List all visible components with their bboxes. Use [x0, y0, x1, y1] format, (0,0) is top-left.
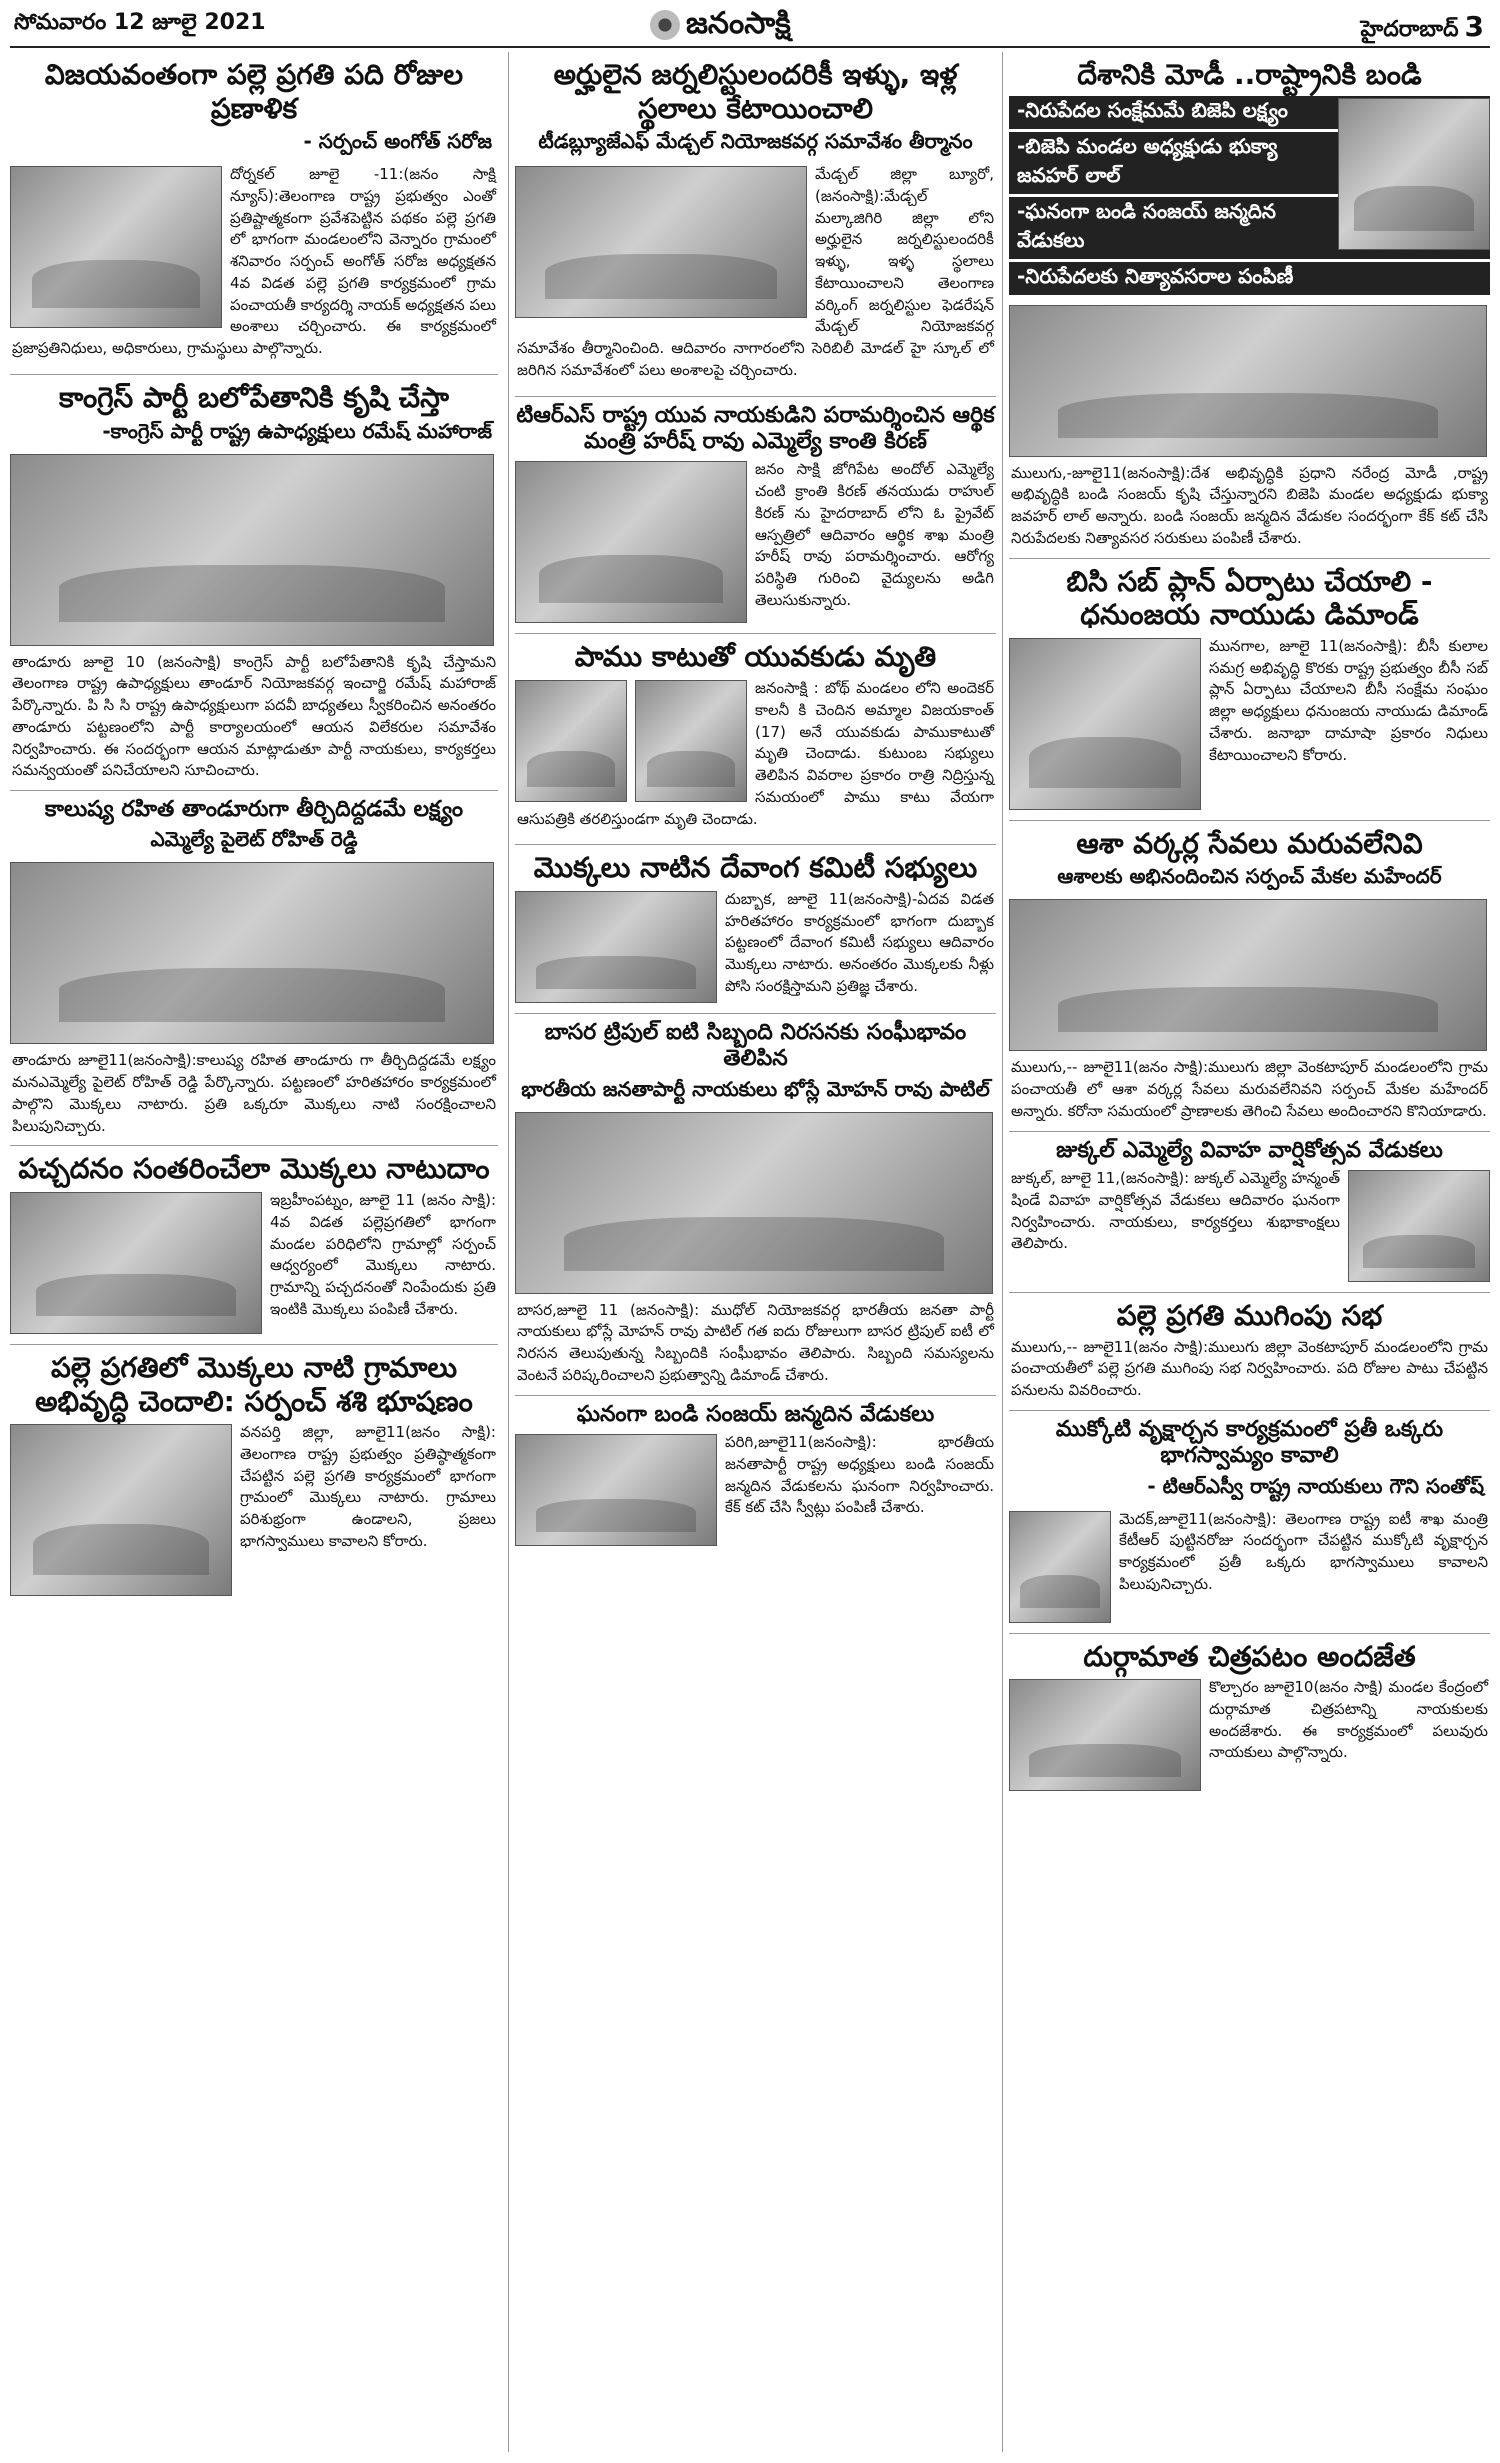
article-17-text: మెదక్,జూలై11(జనంసాక్షి): తెలంగాణ రాష్ట్ర ఐటీ శాఖ మంత్రి కేటీఆర్ పుట్టినరోజు సందర్భంగా చేపట్టిన ముక్కోటి వృక్షార్చన కార్యక్రమంలో ప్రతీ ఒక్కరు భాగస్వాములు కావాలని పిలుపునిచ్చారు. [1119, 1509, 1488, 1593]
article-10-subhead: భారతీయ జనతాపార్టీ నాయకులు భోస్లే మోహన్ రావు పాటిల్ [521, 1076, 990, 1101]
column-middle [508, 52, 996, 2452]
article-15-photo [1348, 1170, 1490, 1282]
issue-date: సోమవారం 12 జూలై 2021 [14, 10, 266, 35]
article-16-text: ములుగు,-- జూలై11(జనం సాక్షి):ములుగు జిల్లా వెంకటాపూర్ మండలంలోని గ్రామ పంచాయతీలో పల్లె ప్రగతి ముగింపు సభ నిర్వహించారు. పది రోజుల పాటు చేపట్టిన పనులను వివరించారు. [1011, 1337, 1488, 1400]
article-16-headline: పల్లె ప్రగతి ముగింపు సభ [1116, 1299, 1383, 1333]
article-15-text: జుక్కల్, జూలై 11,(జనంసాక్షి): జుక్కల్ ఎమ్మెల్యే హన్మంత్ షిండే వివాహ వార్షికోత్సవ వేడుకలు ఆదివారం ఘనంగా నిర్వహించారు. నాయకులు, కార్యకర్తలు శుభాకాంక్షలు తెలిపారు. [1011, 1169, 1340, 1253]
article-14-subhead: ఆశాలకు అభినందించిన సర్పంచ్ మేకల మహేందర్ [1057, 864, 1442, 889]
paper-name: జనంసాక్షి [686, 6, 791, 41]
article-6-headline: అర్హులైన జర్నలిస్టులందరికీ ఇళ్ళు, ఇళ్ల స్థలాలు కేటాయించాలి [553, 58, 958, 125]
article-12-text: ములుగు,-జూలై11(జనంసాక్షి):దేశ అభివృద్ధికి ప్రధాని నరేంద్ర మోడీ ,రాష్ట్ర అభివృద్ధికి బండి సంజయ్ కృషి చేస్తున్నారని బిజెపి మండల అధ్యక్షుడు భుక్యా జవహర్ లాల్ అన్నారు. బండి సంజయ్ జన్మదిన వేడుకల సందర్భంగా కేక్ కట్ చేసి నిరుపేదలకు నిత్యావసర సరుకులు పంపిణీ చేశారు. [1011, 463, 1488, 547]
article-12-photo-2 [1009, 305, 1487, 457]
article-11-headline: ఘనంగా బండి సంజయ్ జన్మదిన వేడుకలు [576, 1401, 935, 1427]
article-8-photo-2 [635, 680, 747, 802]
article-12-point: -ఘనంగా బండి సంజయ్ జన్మదిన వేడుకలు [1009, 197, 1490, 259]
article-13-photo [1009, 638, 1201, 810]
article-2-headline: కాంగ్రెస్ పార్టీ బలోపేతానికి కృషి చేస్తా [59, 380, 449, 414]
article-2-text: తాండూరు జూలై 10 (జనంసాక్షి) కాంగ్రెస్ పార్టీ బలోపేతానికి కృషి చేస్తామని తెలంగాణ రాష్ట్ర ఉపాధ్యక్షులు తాండూర్ నియోజకవర్గ ఇంచార్జి రమేష్ మహారాజ్ పేర్కొన్నారు. పి సి సి రాష్ట్ర ఉపాధ్యక్షులుగా పదవీ బాధ్యతలు స్వీకరించిన అనంతరం తాండూరు పట్టణంలోని పార్టీ కార్యాలయంలో ఆయన విలేకరుల సమావేశం నిర్వహించారు. ఈ సందర్భంగా ఆయన మాట్లాడుతూ పార్టీ నాయకులు, కార్యకర్తలు సమన్వయంతో పనిచేయాలని సూచించారు. [12, 652, 496, 780]
masthead [10, 6, 1490, 48]
article-12-point: -బిజెపి మండల అధ్యక్షుడు భుక్యా జవహర్ లాల్ [1009, 132, 1490, 194]
article-6-photo [515, 166, 807, 318]
article-6-subhead: టీడబ్ల్యూజేఎఫ్ మేడ్చల్ నియోజకవర్గ సమావేశం తీర్మానం [538, 129, 973, 154]
article-17-photo [1009, 1511, 1111, 1623]
article-1-photo [10, 166, 222, 328]
column-right [1002, 52, 1490, 2452]
article-12-point: -నిరుపేదల సంక్షేమమే బిజెపి లక్ష్యం [1009, 96, 1490, 129]
article-14-text: ములుగు,-- జూలై11(జనం సాక్షి):ములుగు జిల్లా వెంకటాపూర్ మండలంలోని గ్రామ పంచాయతీ లో ఆశా వర్కర్ల సేవలు మరువలేనివని సర్పంచ్ మేకల మహేందర్ అన్నారు. కరోనా సమయంలో ప్రాణాలకు తెగించి సేవలు అందించారని కొనియాడారు. [1011, 1058, 1488, 1120]
article-9-photo [515, 891, 717, 1003]
article-3-subhead: ఎమ్మెల్యే పైలెట్ రోహిత్ రెడ్డి [150, 827, 358, 852]
article-9-text: దుబ్బాక, జూలై 11(జనంసాక్షి)-ఏదవ విడత హరితహారం కార్యక్రమంలో భాగంగా దుబ్బాక పట్టణంలో దేవాంగ కమిటీ సభ్యులు ఆదివారం మొక్కలు నాటారు. అనంతరం మొక్కలకు నీళ్లు పోసి సంరక్షిస్తామని ప్రతిజ్ఞ చేశారు. [725, 889, 994, 995]
article-7-photo [515, 461, 747, 623]
article-10-photo [515, 1112, 993, 1294]
article-9-headline: మొక్కలు నాటిన దేవాంగ కమిటీ సభ్యులు [533, 851, 978, 885]
article-4-text: ఇబ్రహీంపట్నం, జూలై 11 (జనం సాక్షి): 4వ విడత పల్లెప్రగతిలో భాగంగా మండల పరిధిలోని గ్రామాల్లో సర్పంచ్ ఆధ్వర్యంలో మొక్కలు నాటారు. గ్రామాన్ని పచ్చదనంతో నింపేందుకు ప్రతి ఇంటికి మొక్కలు పంపిణీ చేశారు. [270, 1191, 496, 1318]
article-1-text: దోర్నకల్ జూలై -11:(జనం సాక్షి న్యూస్):తెలంగాణ రాష్ట్ర ప్రభుత్వం ఎంతో ప్రతిష్టాత్మకంగా ప్రవేశపెట్టిన పథకం పల్లె ప్రగతి లో భాగంగా మండలంలోని వెన్నారం గ్రామంలో శనివారం సర్పంచ్ అంగోత్ సరోజ అధ్యక్షతన 4వ విడత పల్లె ప్రగతి కార్యక్రమంలో గ్రామ పంచాయతీ కార్యదర్శి నాయక్ అధ్యక్షతన పలు అంశాలు చర్చించారు. ఈ కార్యక్రమంలో ప్రజాప్రతినిధులు, అధికారులు, గ్రామస్థులు పాల్గొన్నారు. [12, 165, 496, 358]
article-10-text: బాసర,జూలై 11 (జనంసాక్షి): ముధోల్ నియోజకవర్గ భారతీయ జనతా పార్టీ నాయకులు భోస్లే మోహన్ రావు పాటిల్ గత ఐదు రోజులుగా బాసర ట్రిపుల్ ఐటీ లో నిరసన తెలుపుతున్న సిబ్బందికి సంఘీభావం తెలిపారు. సిబ్బంది సమస్యలను వెంటనే పరిష్కరించాలని ప్రభుత్వాన్ని డిమాండ్ చేశారు. [517, 1300, 994, 1384]
article-4-photo [10, 1192, 262, 1334]
column-left [10, 52, 498, 2452]
edition-city: హైదరాబాద్ [1360, 17, 1459, 42]
article-3-headline: కాలుష్య రహిత తాండూరుగా తీర్చిదిద్దడమే లక్ష్యం [44, 797, 464, 823]
article-5-headline: పల్లె ప్రగతిలో మొక్కలు నాటి గ్రామాలు అభివృద్ధి చెందాలి: సర్పంచ్ శశి భూషణం [35, 1351, 473, 1418]
article-14-headline: ఆశా వర్కర్ల సేవలు మరువలేనివి [1076, 826, 1423, 860]
article-17-headline: ముక్కోటి వృక్షార్చన కార్యక్రమంలో ప్రతీ ఒక్కరు భాగస్వామ్యం కావాలి [1055, 1416, 1444, 1469]
article-15-headline: జుక్కల్ ఎమ్మెల్యే వివాహ వార్షికోత్సవ వేడుకలు [1056, 1137, 1443, 1163]
article-5-text: వనపర్తి జిల్లా, జూలై11(జనం సాక్షి): తెలంగాణ రాష్ట్ర ప్రభుత్వం ప్రతిష్ఠాత్మకంగా చేపట్టిన పల్లె ప్రగతి కార్యక్రమంలో భాగంగా గ్రామంలో మొక్కలు నాటారు. గ్రామాలు పరిశుభ్రంగా ఉండాలని, ప్రజలు భాగస్వాములు కావాలని కోరారు. [240, 1423, 496, 1550]
article-13-headline: బిసి సబ్ ప్లాన్ ఏర్పాటు చేయాలి - ధనుంజయ నాయుడు డిమాండ్ [1066, 564, 1433, 632]
article-5-photo [10, 1424, 232, 1596]
article-7-text: జనం సాక్షి జోగిపేట అందోల్ ఎమ్మెల్యే చంటి క్రాంతి కిరణ్ తనయుడు రాహుల్ కిరణ్ ను హైదరాబాద్ లోని ఓ ప్రైవేట్ ఆస్పత్రిలో ఆదివారం ఆర్థిక శాఖ మంత్రి హరీష్ రావు పరామర్శించారు. ఆరోగ్య పరిస్థితి గురించి వైద్యులను అడిగి తెలుసుకున్నారు. [755, 460, 994, 609]
article-3-text: తాండూరు జూలై11(జనంసాక్షి):కాలుష్య రహిత తాండూరు గా తీర్చిదిద్దడమే లక్ష్యం మనఎమ్మెల్యే పైలెట్ రోహిత్ రెడ్డి పేర్కొన్నారు. పట్టణంలో హరితహారం కార్యక్రమంలో పాల్గొని మొక్కలు నాటారు. ప్రతి ఒక్కరూ మొక్కలు నాటి సంరక్షించాలని పిలుపునిచ్చారు. [12, 1051, 496, 1135]
article-10-headline: బాసర ట్రిపుల్ ఐటి సిబ్బంది నిరసనకు సంఘీభావం తెలిపిన [544, 1019, 967, 1072]
article-8-photo-1 [515, 680, 627, 802]
article-18-headline: దుర్గామాత చిత్రపటం అందజేత [1083, 1639, 1416, 1673]
article-2-photo [10, 454, 494, 646]
article-12-headline: దేశానికి మోడీ ..రాష్ట్రానికి బండి [1077, 58, 1422, 91]
article-3-photo [10, 862, 494, 1044]
article-14-photo [1009, 899, 1487, 1051]
article-11-text: పరిగి,జూలై11(జనంసాక్షి): భారతీయ జనతాపార్టీ రాష్ట్ర అధ్యక్షులు బండి సంజయ్ జన్మదిన వేడుకలను ఘనంగా నిర్వహించారు. కేక్ కట్ చేసి స్వీట్లు పంపిణీ చేశారు. [725, 1433, 994, 1517]
article-1-byline: - సర్పంచ్ అంగోత్ సరోజ [303, 129, 492, 154]
article-6-text: మేడ్చల్ జిల్లా బ్యూరో, (జనంసాక్షి):మేడ్చల్ మల్కాజిగిరి జిల్లా లోని అర్హులైన జర్నలిస్టులందరికీ ఇళ్ళు, ఇళ్ళ స్థలాలు కేటాయించాలని తెలంగాణ వర్కింగ్ జర్నలిస్టుల ఫెడరేషన్ మేడ్చల్ నియోజకవర్గ సమావేశం తీర్మానించింది. ఆదివారం నాగారంలోని సెరిబిలీ మోడల్ హై స్కూల్ లో జరిగిన సమావేశంలో పలు అంశాలపై చర్చించారు. [517, 165, 994, 379]
page-number: 3 [1464, 10, 1484, 43]
article-8-headline: పాము కాటుతో యువకుడు మృతి [574, 640, 937, 674]
article-11-photo [515, 1434, 717, 1546]
article-8-text: జనంసాక్షి : బోథ్ మండలం లోని అందెకర్ కాలనీ కి చెందిన అమ్మాల విజయకాంత్ (17) అనే యువకుడు పాముకాటుతో మృతి చెందాడు. కుటుంబ సభ్యులు తెలిపిన వివరాల ప్రకారం రాత్రి నిద్రిస్తున్న సమయంలో పాము కాటు వేయగా ఆసుపత్రికి తరలిస్తుండగా మృతి చెందాడు. [517, 679, 994, 828]
article-13-text: మునగాల, జూలై 11(జనంసాక్షి): బీసీ కులాల సమగ్ర అభివృద్ధి కొరకు రాష్ట్ర ప్రభుత్వం బీసీ సబ్ ప్లాన్ ఏర్పాటు చేయాలని బీసీ సంక్షేమ సంఘం జిల్లా అధ్యక్షులు ధనుంజయ నాయుడు డిమాండ్ చేశారు. జనాభా దామాషా ప్రకారం నిధులు కేటాయించాలని కోరారు. [1209, 636, 1488, 764]
article-18-text: కొల్చారం జూలై10(జనం సాక్షి) మండల కేంద్రంలో దుర్గామాత చిత్రపటాన్ని నాయకులకు అందజేశారు. ఈ కార్యక్రమంలో పలువురు నాయకులు పాల్గొన్నారు. [1209, 1678, 1488, 1762]
article-2-byline: -కాంగ్రెస్ పార్టీ రాష్ట్ర ఉపాధ్యక్షులు రమేష్ మహారాజ్ [102, 418, 492, 443]
logo-icon [650, 10, 680, 40]
paper-logo [650, 6, 791, 48]
article-12-photo-1 [1338, 98, 1490, 250]
article-18-photo [1009, 1679, 1201, 1791]
article-7-headline: టిఆర్ఎస్ రాష్ట్ర యువ నాయకుడిని పరామర్శించిన ఆర్థిక మంత్రి హరీష్ రావు ఎమ్మెల్యే కాంతి కిరణ్ [516, 402, 995, 455]
edition [1361, 10, 1484, 47]
article-12-point: -నిరుపేదలకు నిత్యావసరాల పంపిణీ [1009, 262, 1490, 295]
article-4-headline: పచ్చదనం సంతరించేలా మొక్కలు నాటుదాం [18, 1152, 490, 1186]
article-17-byline: - టిఆర్ఎస్వీ రాష్ట్ర నాయకులు గౌని సంతోష్ [1147, 1473, 1484, 1498]
article-1-headline: విజయవంతంగా పల్లె ప్రగతి పది రోజుల ప్రణాళిక [44, 58, 464, 125]
